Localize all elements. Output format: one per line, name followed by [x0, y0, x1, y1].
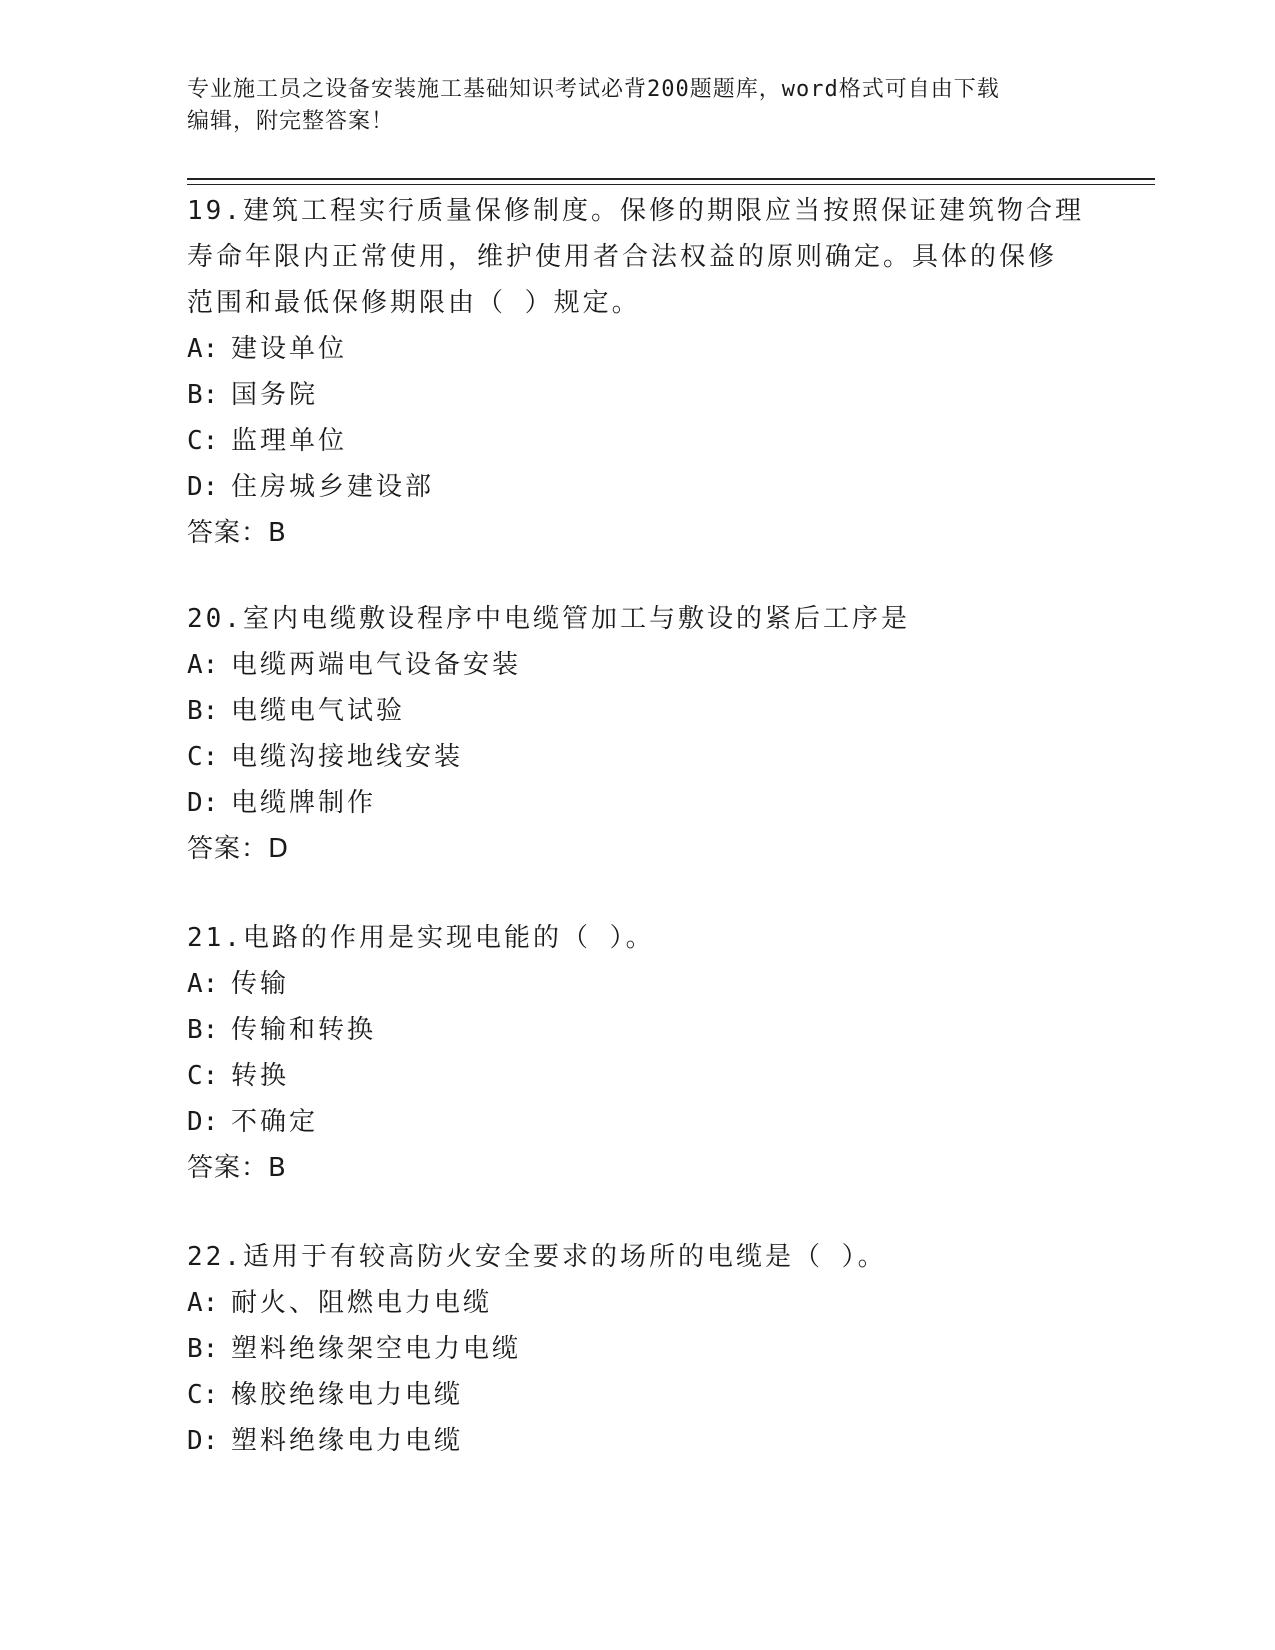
option-letter: C: [187, 426, 219, 456]
option-text: 不确定 [231, 1107, 319, 1137]
header-line-1: 专业施工员之设备安装施工基础知识考试必背200题题库，word格式可自由下载 [187, 77, 1000, 102]
question-text [187, 596, 1087, 642]
option-letter: B: [187, 696, 219, 726]
answer-line: 答案：B [187, 518, 287, 548]
option-letter: B: [187, 1334, 219, 1364]
option-text: 监理单位 [231, 426, 348, 456]
option-letter: D: [187, 1426, 219, 1456]
option-letter: D: [187, 788, 219, 818]
option-b [187, 1007, 1087, 1053]
option-text: 电缆沟接地线安装 [231, 742, 464, 772]
option-letter: B: [187, 380, 219, 410]
question-text-line: 20.室内电缆敷设程序中电缆管加工与敷设的紧后工序是 [187, 604, 910, 634]
header-line-2: 编辑，附完整答案！ [187, 109, 395, 134]
option-c [187, 734, 1087, 780]
option-letter: A: [187, 969, 219, 999]
question-19 [187, 188, 1087, 556]
option-letter: D: [187, 472, 219, 502]
option-text: 耐火、阻燃电力电缆 [231, 1288, 493, 1318]
option-text: 塑料绝缘架空电力电缆 [231, 1334, 522, 1364]
option-d [187, 780, 1087, 826]
option-a [187, 1280, 1087, 1326]
question-22 [187, 1234, 1087, 1464]
header-divider-thick [187, 178, 1155, 180]
question-20 [187, 596, 1087, 872]
option-a [187, 961, 1087, 1007]
option-d [187, 1099, 1087, 1145]
option-text: 电缆两端电气设备安装 [231, 650, 522, 680]
option-d [187, 464, 1087, 510]
option-letter: B: [187, 1015, 219, 1045]
option-text: 橡胶绝缘电力电缆 [231, 1380, 464, 1410]
option-letter: A: [187, 334, 219, 364]
option-c [187, 418, 1087, 464]
option-letter: C: [187, 742, 219, 772]
question-text-line: 21.电路的作用是实现电能的（ ）。 [187, 923, 655, 953]
option-text: 塑料绝缘电力电缆 [231, 1426, 464, 1456]
option-c [187, 1053, 1087, 1099]
question-text-line: 寿命年限内正常使用，维护使用者合法权益的原则确定。具体的保修 [187, 242, 1058, 272]
option-c [187, 1372, 1087, 1418]
header-divider-thin [187, 184, 1155, 185]
question-text-line: 范围和最低保修期限由（ ）规定。 [187, 288, 641, 318]
question-text [187, 915, 1087, 961]
option-a [187, 326, 1087, 372]
question-text [187, 1234, 1087, 1280]
answer-line: 答案：B [187, 1153, 287, 1183]
question-text-line: 19.建筑工程实行质量保修制度。保修的期限应当按照保证建筑物合理 [187, 196, 1084, 226]
option-text: 电缆牌制作 [231, 788, 377, 818]
question-21 [187, 915, 1087, 1191]
option-text: 传输和转换 [231, 1015, 377, 1045]
option-b [187, 372, 1087, 418]
option-text: 住房城乡建设部 [231, 472, 435, 502]
option-text: 电缆电气试验 [231, 696, 406, 726]
option-b [187, 1326, 1087, 1372]
option-letter: A: [187, 650, 219, 680]
answer-line: 答案：D [187, 834, 290, 864]
option-text: 转换 [231, 1061, 290, 1091]
option-text: 国务院 [231, 380, 319, 410]
option-letter: D: [187, 1107, 219, 1137]
option-letter: C: [187, 1380, 219, 1410]
option-text: 传输 [231, 969, 290, 999]
option-d [187, 1418, 1087, 1464]
option-b [187, 688, 1087, 734]
option-a [187, 642, 1087, 688]
question-text [187, 188, 1087, 326]
document-header [187, 74, 1067, 138]
option-letter: C: [187, 1061, 219, 1091]
question-text-line: 22.适用于有较高防火安全要求的场所的电缆是（ ）。 [187, 1242, 887, 1272]
option-text: 建设单位 [231, 334, 348, 364]
option-letter: A: [187, 1288, 219, 1318]
